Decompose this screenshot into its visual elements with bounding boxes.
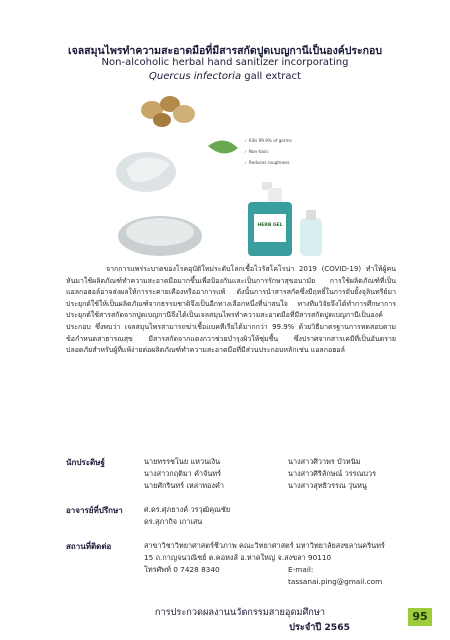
researcher-name: นางสาวศิวาพร บัวหนิม (288, 457, 361, 466)
bottle-label-text: HERB GEL (257, 223, 283, 228)
svg-text:✓ Reduces roughness: ✓ Reduces roughness (244, 160, 290, 165)
label-line1: Kills 99.9% of germs (248, 138, 292, 143)
bottle-label (254, 214, 286, 242)
abstract-text: จากการแพร่ระบาดของโรคอุบัติใหม่ระดับโลกเชื้อไวรัสโคโรน่า 2019 (COVID-19) ทำให้ผู้คนหันมาใช้ผลิตภัณฑ์ทำความสะอาดมือมากขึ้นเพื่อป้องกันและเป็นการรักษาสุขอนามัย การใช้ผลิตภัณฑ์ที่เป็นแอลกอฮอล์อาจส่งผลให้การระคายเคืองหรืออาการแพ้ ดังนั้นการนำสารสกัดซึ่งมีฤทธิ์ในการยับยั้งจุลินทรีย์มาประยุกต์ใช้ให้เป็นผลิตภัณฑ์จากธรรมชาติจึงเป็นอีกทางเลือกหนึ่งที่น่าสนใจ ทางทีมวิจัยจึงได้ทำการศึกษาการประยุกต์ใช้สารสกัดจากปูดเบญกานีจึงได้เป็นเจลสมุนไพรทำความสะอาดมือที่มีสารสกัดปูดเบญกานีเป็นองค์ประกอบ ซึ่งพบว่า เจลสมุนไพรสามารถฆ่าเชื้อแบคทีเรียได้มากกว่า 99.9% ด้วยวิธีมาตรฐานการทดสอบตามข้อกำหนดสาธารณสุข มีสารสกัดจากแตงกวาช่วยบำรุงผิวให้ชุ่มชื้น ซึ่งปราศจากสารเคมีที่เป็นอันตราย ปลอดภัยสำหรับผู้ที่แพ้ง่ายต่อผลิตภัณฑ์ทำความสะอาดมือที่มีส่วนประกอบหลักเช่น แอลกอฮอล์ (66, 265, 396, 355)
gall-nut-3 (173, 105, 195, 123)
svg-text:✓ Non-toxic: ✓ Non-toxic (244, 149, 269, 154)
title-english-species (0, 71, 450, 82)
footer-title: การประกวดผลงานนวัตกรรมสายอุดมศึกษา (154, 607, 326, 618)
svg-text:✓ Kills 99.9% of germs: ✓ Kills 99.9% of germs (244, 138, 292, 143)
label-line2: Non-toxic (248, 149, 269, 154)
researcher-name: นางสาวศิริลักษณ์ วรรณบวร (288, 469, 376, 478)
contact-label: สถานที่ติดต่อ (66, 542, 112, 551)
footer-year: ประจำปี 2565 (289, 622, 350, 633)
contact-email[interactable]: E-mail: tassanai.ping@gmail.com (288, 565, 383, 586)
researcher-name: นางสาวสุทธิวรรณ วุ่นหนู (288, 481, 367, 490)
pump-head (268, 188, 282, 204)
advisors-list (144, 504, 230, 528)
researchers-col1 (144, 456, 224, 492)
page-number: 95 (408, 608, 432, 626)
researcher-name: นางสาวกฤติมา คำจันทร์ (144, 469, 222, 478)
researchers-label: นักประดิษฐ์ (66, 458, 105, 467)
researchers-col2 (288, 456, 376, 492)
advisor-name: ศ.ดร.ศุภยางค์ วรวุฒิคุณชัย (144, 505, 231, 514)
label-line3: Reduces roughness (248, 160, 290, 165)
leaf (208, 140, 238, 153)
species-suffix: gall extract (241, 71, 301, 82)
abstract (66, 264, 396, 357)
gel-tube (300, 218, 322, 256)
contact-department: สาขาวิชาวิทยาศาสตร์ชีวภาพ คณะวิทยาศาสตร์ มหาวิทยาลัยสงขลานครินทร์ (144, 541, 385, 550)
product-figure (112, 90, 338, 260)
contact-address: 15 ถ.กาญจนวณิชย์ ต.คอหงส์ อ.หาดใหญ่ จ.สงขลา 90110 (144, 553, 332, 562)
contact-phone: โทรศัพท์ 0 7428 8340 (144, 565, 220, 574)
tube-cap (306, 210, 316, 220)
contact-block (144, 540, 404, 586)
advisors-label: อาจารย์ที่ปรึกษา (66, 506, 123, 515)
researcher-name: นายศักรินทร์ เหล่าทองคำ (144, 481, 224, 490)
species-name: Quercus infectoria (149, 71, 242, 82)
title-thai: เจลสมุนไพรทำความสะอาดมือที่มีสารสกัดปูดเบญกานีเป็นองค์ประกอบ (67, 45, 383, 57)
product-illustration (112, 90, 338, 260)
researcher-name: นายทรรชโนย แหวนเงิน (144, 457, 221, 466)
gall-nut-4 (153, 113, 171, 127)
contact-phone-row (144, 564, 404, 586)
title-english: Non-alcoholic herbal hand sanitizer incorporating (101, 57, 349, 68)
gel-dish-inner (126, 218, 194, 246)
advisor-name: ดร.สุภากิจ เกาเสน (144, 517, 203, 526)
